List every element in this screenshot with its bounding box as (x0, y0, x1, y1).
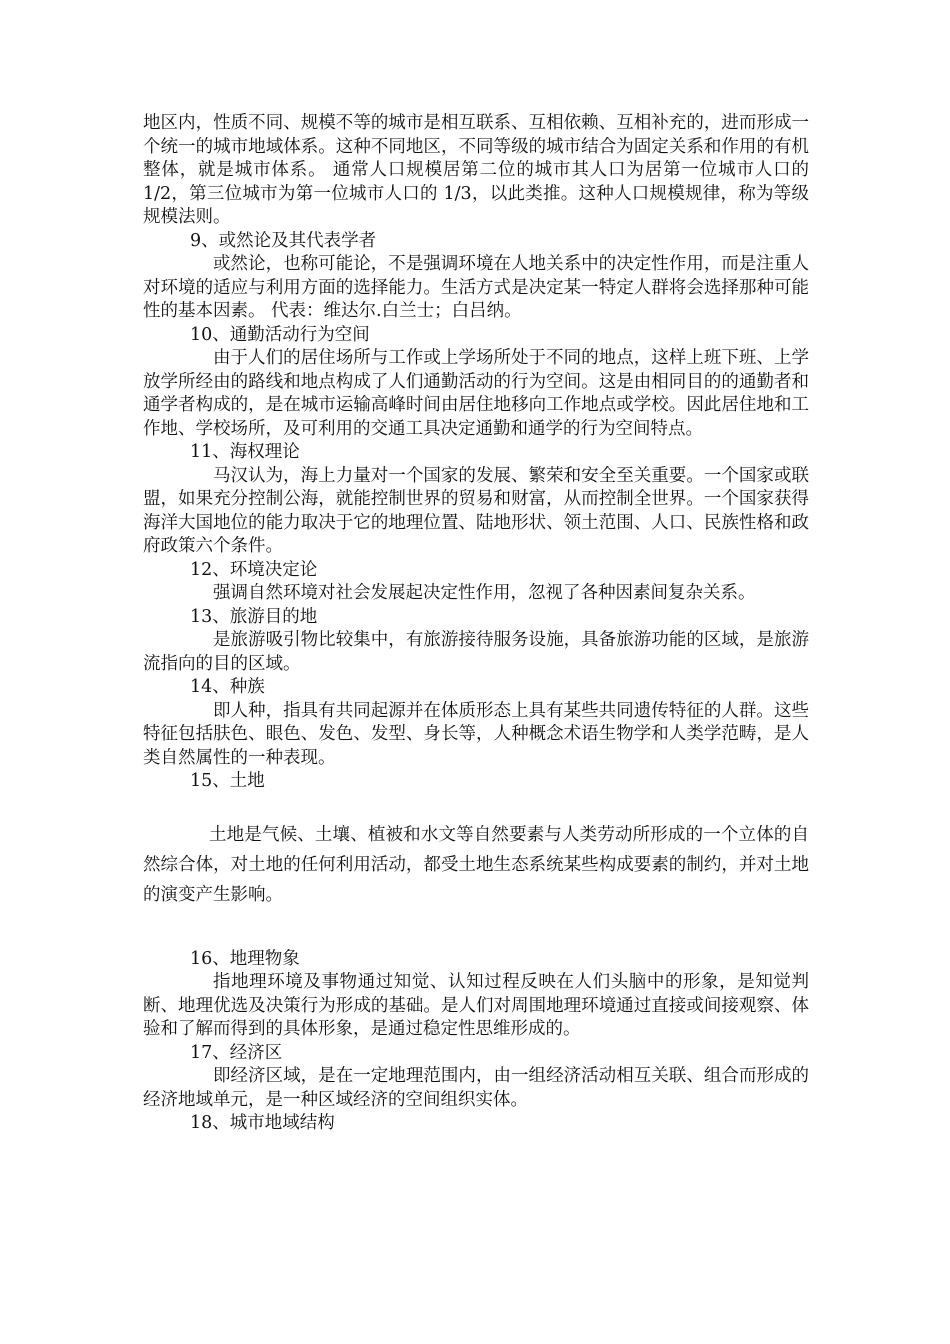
section-body-16: 指地理环境及事物通过知觉、认知过程反映在人们头脑中的形象，是知觉判断、地理优选及决策行为形成的基础。是人们对周围地理环境通过直接或间接观察、体验和了解而得到的具体形象，是通过稳定性思维形成的。 (143, 972, 809, 1039)
section-body-9: 或然论，也称可能论，不是强调环境在人地关系中的决定性作用，而是注重人对环境的适应与利用方面的选择能力。生活方式是决定某一特定人群将会选择那种可能性的基本因素。 代表：维达尔.白兰士；白吕纳。 (143, 254, 809, 321)
section-body-11: 马汉认为，海上力量对一个国家的发展、繁荣和安全至关重要。一个国家或联盟，如果充分控制公海，就能控制世界的贸易和财富，从而控制全世界。一个国家获得海洋大国地位的能力取决于它的地理位置、陆地形状、领土范围、人口、民族性格和政府政策六个条件。 (143, 465, 809, 556)
section-heading-10: 10、通勤活动行为空间 (190, 324, 370, 345)
section-heading-16: 16、地理物象 (190, 948, 300, 969)
section-body-10: 由于人们的居住场所与工作或上学场所处于不同的地点，这样上班下班、上学放学所经由的路线和地点构成了人们通勤活动的行为空间。这是由相同目的的通勤者和通学者构成的，是在城市运输高峰时间由居住地移向工作地点或学校。因此居住地和工作地、学校场所，及可利用的交通工具决定通勤和通学的行为空间特点。 (143, 348, 809, 439)
section-body-13: 是旅游吸引物比较集中，有旅游接待服务设施，具备旅游功能的区域，是旅游流指向的目的区域。 (143, 630, 809, 674)
section-body-15: 土地是气候、土壤、植被和水文等自然要素与人类劳动所形成的一个立体的自然综合体，对土地的任何利用活动，都受土地生态系统某些构成要素的制约，并对土地的演变产生影响。 (143, 824, 809, 905)
section-heading-11: 11、海权理论 (190, 442, 300, 462)
section-heading-12: 12、环境决定论 (190, 559, 318, 580)
section-heading-15: 15、土地 (190, 771, 265, 791)
section-heading-13: 13、旅游目的地 (190, 606, 318, 627)
spacer (143, 910, 809, 948)
section-heading-17: 17、经济区 (190, 1042, 283, 1063)
intro-paragraph: 地区内，性质不同、规模不等的城市是相互联系、互相依赖、互相补充的，进而形成一个统一的城市地域体系。这种不同地区，不同等级的城市结合为固定关系和作用的有机整体，就是城市体系。 通常人口规模居第二位的城市其人口为居第一位城市人口的 1/2，第三位城市为第一位城市人口的 1/3，以此类推。这种人口规模规律，称为等级规模法则。 (143, 113, 809, 227)
section-body-17: 即经济区域，是在一定地理范围内，由一组经济活动相互关联、组合而形成的经济地域单元，是一种区域经济的空间组织实体。 (143, 1066, 809, 1110)
document-page (143, 112, 809, 1136)
section-heading-9: 9、或然论及其代表学者 (190, 230, 377, 251)
spacer (143, 794, 809, 820)
section-body-14: 即人种，指具有共同起源并在体质形态上具有某些共同遗传特征的人群。这些特征包括肤色、眼色、发色、发型、身长等，人种概念术语生物学和人类学范畴，是人类自然属性的一种表现。 (143, 700, 809, 768)
section-heading-18: 18、城市地域结构 (190, 1113, 335, 1133)
section-heading-14: 14、种族 (190, 677, 265, 697)
section-body-12: 强调自然环境对社会发展起决定性作用，忽视了各种因素间复杂关系。 (213, 583, 756, 603)
